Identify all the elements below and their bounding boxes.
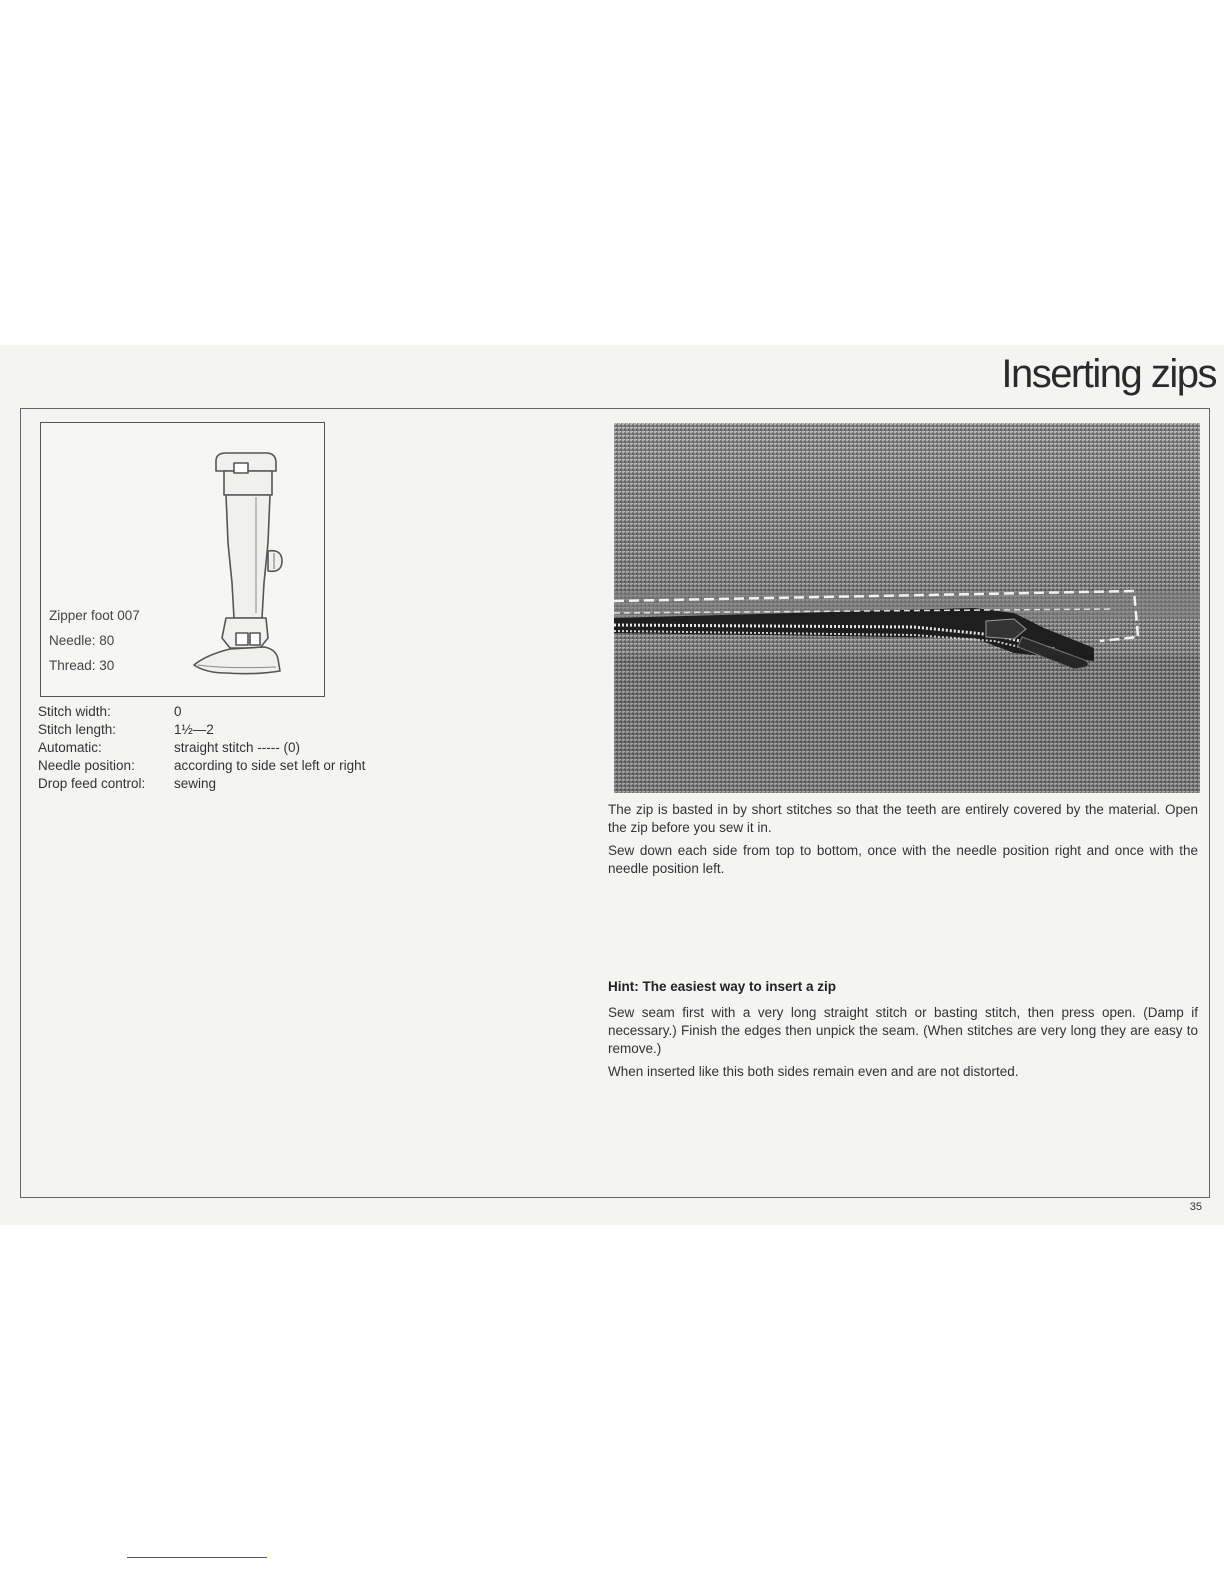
machine-settings — [38, 703, 365, 793]
setting-value: straight stitch ----- (0) — [174, 740, 301, 755]
setting-value: 1½—2 — [174, 722, 214, 737]
paragraph: The zip is basted in by short stitches so that the teeth are entirely covered by the material. Open the zip before you sew it in. — [608, 802, 1198, 835]
setting-value: sewing — [174, 776, 217, 791]
page-title: Inserting zips — [1001, 352, 1216, 396]
hint-text — [608, 1004, 1198, 1081]
setting-label: Automatic: — [38, 740, 102, 755]
setting-value: 0 — [174, 704, 182, 719]
setting-row — [38, 703, 365, 721]
setting-row — [38, 739, 365, 757]
paragraph: Sew seam first with a very long straight stitch or basting stitch, then press open. (Damp if necessary.) Finish the edges then unpick the seam. (When stitches are very long they are easy to remove.) — [608, 1005, 1198, 1056]
setting-label: Stitch length: — [38, 722, 117, 737]
setting-label: Stitch width: — [38, 704, 111, 719]
page-number: 35 — [1189, 1201, 1202, 1213]
presser-foot-box — [40, 422, 325, 697]
foot-name: Zipper foot 007 — [49, 608, 140, 623]
thread-size: Thread: 30 — [49, 658, 115, 673]
setting-row — [38, 775, 365, 793]
paragraph: When inserted like this both sides remain even and are not distorted. — [608, 1064, 1019, 1079]
zip-photo — [614, 423, 1200, 793]
needle-size: Needle: 80 — [49, 633, 115, 648]
setting-row — [38, 757, 365, 775]
paragraph: Sew down each side from top to bottom, once with the needle position right and once with the needle position left. — [608, 843, 1198, 876]
setting-label: Drop feed control: — [38, 776, 146, 791]
zipper-foot-illustration — [186, 433, 306, 688]
footnote-rule — [127, 1557, 267, 1558]
setting-label: Needle position: — [38, 758, 135, 773]
hint-heading: Hint: The easiest way to insert a zip — [608, 979, 837, 994]
setting-row — [38, 721, 365, 739]
instructions-text — [608, 801, 1198, 878]
setting-value: according to side set left or right — [174, 758, 366, 773]
